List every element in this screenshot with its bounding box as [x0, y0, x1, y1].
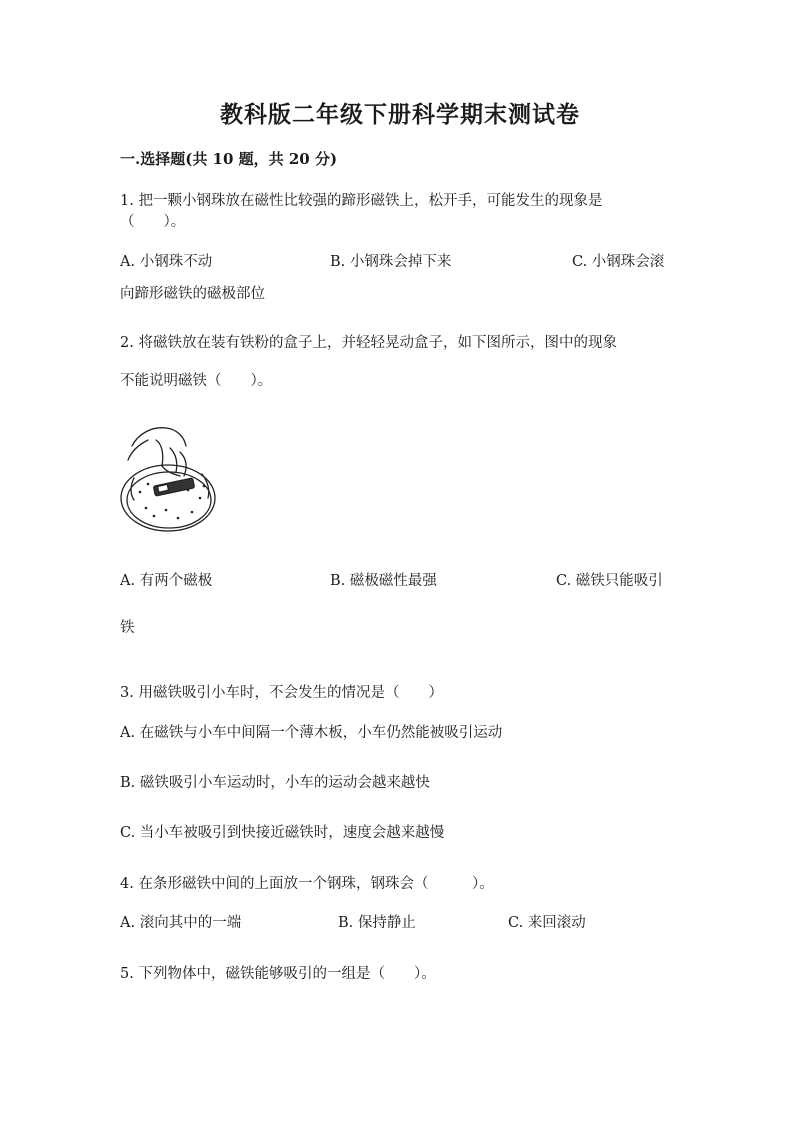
question-2-option-b: B. 磁极磁性最强 [330, 573, 437, 589]
question-4-option-b: B. 保持静止 [338, 915, 416, 931]
question-4-text: 4. 在条形磁铁中间的上面放一个钢珠，钢珠会（ ）。 [120, 876, 494, 892]
question-1-text: 1. 把一颗小钢珠放在磁性比较强的蹄形磁铁上，松开手，可能发生的现象是 [120, 193, 603, 209]
section-heading: 一.选择题(共 10 题，共 20 分) [120, 150, 338, 168]
question-1-option-c: C. 小钢珠会滚 [572, 254, 665, 270]
question-3-option-b: B. 磁铁吸引小车运动时，小车的运动会越来越快 [120, 775, 430, 791]
question-2-option-a: A. 有两个磁极 [120, 573, 213, 589]
page-title: 教科版二年级下册科学期末测试卷 [220, 101, 580, 128]
question-1-option-b: B. 小钢珠会掉下来 [330, 254, 452, 270]
question-3-option-c: C. 当小车被吸引到快接近磁铁时，速度会越来越慢 [120, 825, 445, 841]
question-4-option-c: C. 来回滚动 [508, 915, 586, 931]
question-5-text: 5. 下列物体中，磁铁能够吸引的一组是（ ）。 [120, 966, 436, 982]
question-3-option-a: A. 在磁铁与小车中间隔一个薄木板，小车仍然能被吸引运动 [120, 725, 503, 741]
question-2-text-cont: 不能说明磁铁（ ）。 [120, 373, 273, 389]
question-1-option-a: A. 小钢珠不动 [120, 254, 213, 270]
question-1-text-cont: （ ）。 [120, 214, 186, 230]
question-1-option-c-cont: 向蹄形磁铁的磁极部位 [120, 286, 265, 302]
question-3-text: 3. 用磁铁吸引小车时，不会发生的情况是（ ） [120, 685, 443, 701]
magnet-box-illustration [118, 420, 222, 535]
question-2-option-c-cont: 铁 [120, 620, 135, 636]
question-2-text: 2. 将磁铁放在装有铁粉的盒子上，并轻轻晃动盒子，如下图所示，图中的现象 [120, 335, 617, 351]
question-4-option-a: A. 滚向其中的一端 [120, 915, 242, 931]
question-2-option-c: C. 磁铁只能吸引 [556, 573, 663, 589]
